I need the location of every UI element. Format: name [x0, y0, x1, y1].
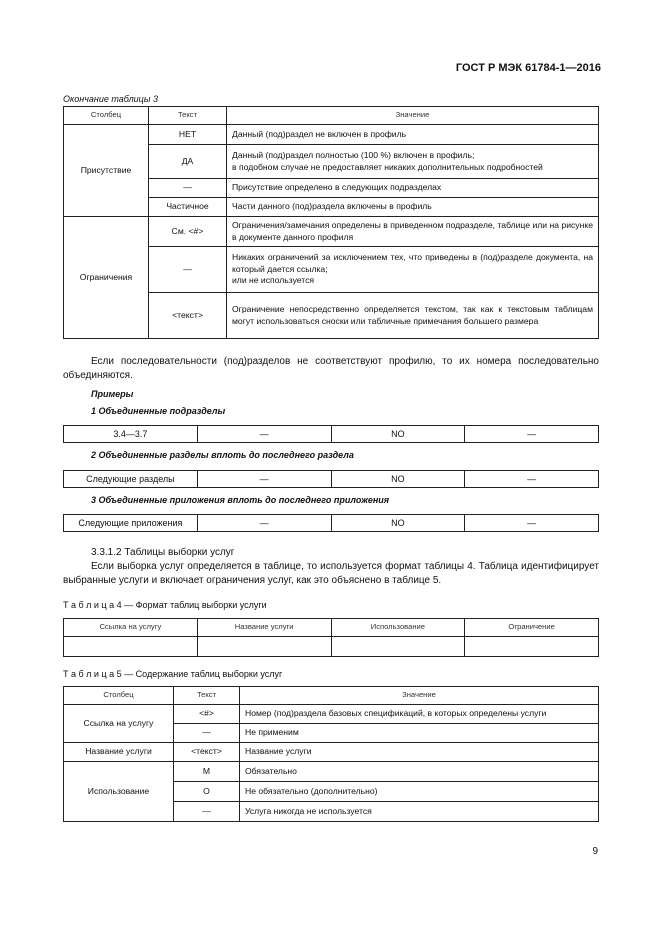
cell-value: Услуга никогда не используется — [240, 802, 599, 822]
col-header: Ссылка на услугу — [64, 619, 198, 637]
example-table-1 — [63, 425, 599, 443]
table-row — [64, 471, 599, 488]
table5-caption — [63, 669, 282, 679]
table-header-row — [64, 687, 599, 705]
row-group-label: Ограничения — [64, 217, 149, 339]
table-title: — Формат таблиц выборки услуги — [124, 600, 267, 610]
cell: NO — [331, 515, 465, 532]
cell-value-line: в подобном случае не предоставляет никаких дополнительных подробностей — [232, 161, 543, 172]
example-title: 3 Объединенные приложения вплоть до последнего приложения — [91, 495, 390, 505]
cell-value: Данный (под)раздел не включен в профиль — [227, 125, 599, 145]
cell: — — [197, 471, 331, 488]
cell-text: <текст> — [174, 743, 240, 762]
cell-empty — [331, 637, 465, 657]
cell-text: — — [174, 802, 240, 822]
example-title: 2 Объединенные разделы вплоть до последнего раздела — [91, 450, 354, 460]
col-header: Столбец — [64, 107, 149, 125]
cell-text: НЕТ — [149, 125, 227, 145]
row-group-label: Ссылка на услугу — [64, 705, 174, 743]
cell-text: <#> — [174, 705, 240, 724]
table-title: — Содержание таблиц выборки услуг — [124, 669, 283, 679]
document-header: ГОСТ Р МЭК 61784-1—2016 — [455, 62, 601, 74]
cell-value: Не обязательно (дополнительно) — [240, 782, 599, 802]
cell: Следующие приложения — [64, 515, 198, 532]
cell: — — [465, 471, 599, 488]
table-number: 4 — [116, 600, 122, 610]
table-row — [64, 125, 599, 145]
cell-text: <текст> — [149, 293, 227, 339]
examples-title: Примеры — [91, 389, 134, 399]
cell: 3.4—3.7 — [64, 426, 198, 443]
table4-caption — [63, 600, 267, 610]
cell-text: См. <#> — [149, 217, 227, 247]
table3 — [63, 106, 599, 339]
row-group-label: Название услуги — [64, 743, 174, 762]
table-label: Т а б л и ц а — [63, 600, 115, 610]
col-header: Столбец — [64, 687, 174, 705]
row-group-label: Присутствие — [64, 125, 149, 217]
paragraph: Если последовательности (под)разделов не соответствуют профилю, то их номера последовательно объединяются. — [63, 356, 599, 381]
cell-value-line: Никаких ограничений за исключением тех, что приведены в (под)разделе документа, на который дается ссылка; — [232, 252, 593, 274]
table-row — [64, 515, 599, 532]
cell-value: Части данного (под)раздела включены в профиль — [227, 198, 599, 217]
table-header-row — [64, 619, 599, 637]
example-table-2 — [63, 470, 599, 488]
cell-text: ДА — [149, 145, 227, 179]
table-row — [64, 762, 599, 782]
row-group-label: Использование — [64, 762, 174, 822]
table-number: 5 — [116, 669, 122, 679]
table-row — [64, 217, 599, 247]
cell-empty — [465, 637, 599, 657]
cell: — — [465, 515, 599, 532]
cell: Следующие разделы — [64, 471, 198, 488]
cell-value: Номер (под)раздела базовых спецификаций, в которых определены услуги — [240, 705, 599, 724]
col-header: Значение — [227, 107, 599, 125]
cell-text: O — [174, 782, 240, 802]
col-header: Название услуги — [197, 619, 331, 637]
col-header: Текст — [149, 107, 227, 125]
cell: — — [197, 426, 331, 443]
table4 — [63, 618, 599, 657]
table-row — [64, 637, 599, 657]
table-row — [64, 426, 599, 443]
cell-text: — — [174, 724, 240, 743]
cell-text: Частичное — [149, 198, 227, 217]
cell-value — [227, 145, 599, 179]
cell-value: Обязательно — [240, 762, 599, 782]
cell-value — [227, 247, 599, 293]
cell-value-line: Данный (под)раздел полностью (100 %) включен в профиль; — [232, 149, 475, 160]
cell-text: M — [174, 762, 240, 782]
table5 — [63, 686, 599, 822]
example-title: 1 Объединенные подразделы — [91, 406, 226, 416]
table3-caption: Окончание таблицы 3 — [63, 94, 158, 104]
cell-text: — — [149, 179, 227, 198]
cell-text: — — [149, 247, 227, 293]
col-header: Текст — [174, 687, 240, 705]
cell: — — [197, 515, 331, 532]
cell-value: Не применим — [240, 724, 599, 743]
cell: — — [465, 426, 599, 443]
table-header-row — [64, 107, 599, 125]
col-header: Ограничение — [465, 619, 599, 637]
cell-value: Присутствие определено в следующих подразделах — [227, 179, 599, 198]
page-number: 9 — [592, 846, 598, 857]
section-heading: 3.3.1.2 Таблицы выборки услуг — [91, 547, 235, 558]
cell: NO — [331, 426, 465, 443]
cell-value: Ограничение непосредственно определяется текстом, так как к текстовым таблицам могут использоваться сноски или табличные примечания большего размера — [227, 293, 599, 339]
cell-value-line: или не используется — [232, 275, 315, 286]
cell: NO — [331, 471, 465, 488]
example-table-3 — [63, 514, 599, 532]
cell-value: Название услуги — [240, 743, 599, 762]
cell-empty — [64, 637, 198, 657]
table-row — [64, 743, 599, 762]
cell-empty — [197, 637, 331, 657]
col-header: Использование — [331, 619, 465, 637]
table-label: Т а б л и ц а — [63, 669, 115, 679]
cell-value: Ограничения/замечания определены в приведенном подразделе, таблице или на рисунке в документе данного профиля — [227, 217, 599, 247]
section-paragraph: Если выборка услуг определяется в таблице, то используется формат таблицы 4. Таблица идентифицирует выбранные услуги и включает ограничения услуг, как это объяснено в таблице 5. — [63, 561, 599, 586]
table-row — [64, 705, 599, 724]
col-header: Значение — [240, 687, 599, 705]
